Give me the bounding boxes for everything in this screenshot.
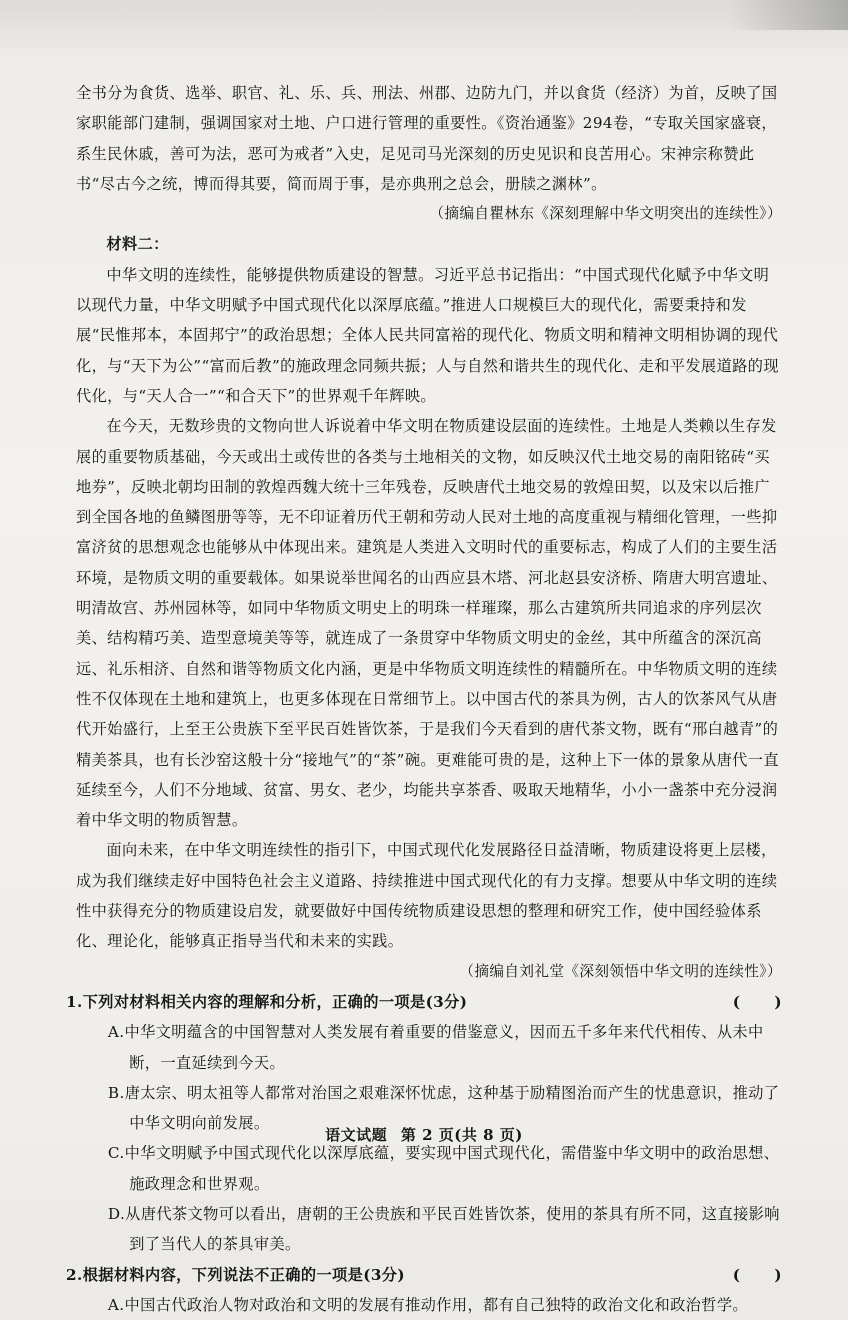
material-two-paragraph-3: 面向未来，在中华文明连续性的指引下，中国式现代化发展路径日益清晰，物质建设将更上层楼，成为我们继续走好中国特色社会主义道路、持续推进中国式现代化的有力支撑。想要从中华文明的连续性中获得充分的物质建设启发，就要做好中国传统物质建设思想的整理和研究工作，使中国经验体系化、理论化，能够真正指导当代和未来的实践。 (76, 841, 778, 951)
material-one-source: （摘编自瞿林东《深刻理解中华文明突出的连续性》） (429, 205, 782, 223)
scan-shadow-top (0, 0, 848, 60)
material-two-paragraph-1: 中华文明的连续性，能够提供物质建设的智慧。习近平总书记指出：“中国式现代化赋予中华文明以现代力量，中华文明赋予中国式现代化以深厚底蕴。”推进人口规模巨大的现代化，需要秉持和发展“民惟邦本，本固邦宁”的政治思想；全体人民共同富裕的现代化、物质文明和精神文明相协调的现代化，与“天下为公”“富而后教”的施政理念同频共振；人与自然和谐共生的现代化、走和平发展道路的现代化，与“天人合一”“和合天下”的世界观千年辉映。 (76, 265, 779, 405)
material-two-paragraph-2: 在今天，无数珍贵的文物向世人诉说着中华文明在物质建设层面的连续性。土地是人类赖以生存发展的重要物质基础，今天或出土或传世的各类与土地相关的文物，如反映汉代土地交易的南阳铭砖“买地券”，反映北朝均田制的敦煌西魏大统十三年残卷，反映唐代土地交易的敦煌田契，以及宋以后推广到全国各地的鱼鳞图册等等，无不印证着历代王朝和劳动人民对土地的高度重视与精细化管理，一些抑富济贫的思想观念也能够从中体现出来。建筑是人类进入文明时代的重要标志，构成了人们的主要生活环境，是物质文明的重要载体。如果说举世闻名的山西应县木塔、河北赵县安济桥、隋唐大明宫遗址、明清故宫、苏州园林等，如同中华物质文明史上的明珠一样璀璨，那么古建筑所共同追求的序列层次美、结构精巧美、造型意境美等等，就连成了一条贯穿中华物质文明史的金丝，其中所蕴含的深沉高远、礼乐相济、自然和谐等物质文化内涵，更是中华物质文明连续性的精髓所在。中华物质文明的连续性不仅体现在土地和建筑上，也更多体现在日常细节上。以中国古代的茶具为例，古人的饮茶风气从唐代开始盛行，上至王公贵族下至平民百姓皆饮茶，于是我们今天看到的唐代茶文物，既有“邢白越青”的精美茶具，也有长沙窑这般十分“接地气”的“茶”碗。更难能可贵的是，这种上下一体的景象从唐代一直延续至今，人们不分地域、贫富、男女、老少，均能共享茶香、吸取天地精华，小小一盏茶中充分浸润着中华文明的物质智慧。 (76, 417, 779, 830)
question-2-answer-blank[interactable]: ( ) (732, 1265, 782, 1284)
material-two-source: （摘编自刘礼堂《深刻领悟中华文明的连续性》） (459, 962, 782, 980)
scan-shadow-corner (728, 0, 848, 30)
page-footer (0, 1124, 848, 1145)
question-2-option-a: A.中国古代政治人物对政治和文明的发展有推动作用，都有自己独特的政治文化和政治哲学。 (107, 1295, 749, 1314)
question-1-option-a: A.中华文明蕴含的中国智慧对人类发展有着重要的借鉴意义，因而五千多年来代代相传、从未中断，一直延续到今天。 (107, 1023, 764, 1072)
footer-subject: 语文试题 (325, 1126, 388, 1144)
question-2-stem-row (66, 1260, 782, 1290)
question-1-option-d: D.从唐代茶文物可以看出，唐朝的王公贵族和平民百姓皆饮茶，使用的茶具有所不同，这直接影响到了当代人的茶具审美。 (107, 1204, 780, 1254)
footer-page-number: 第 2 页(共 8 页) (400, 1126, 523, 1144)
material-two-title: 材料二： (106, 235, 169, 254)
question-2-stem: 2.根据材料内容，下列说法不正确的一项是(3分) (66, 1265, 405, 1284)
question-1-option-c: C.中华文明赋予中国式现代化以深厚底蕴，要实现中国式现代化，需借鉴中华文明中的政治思想、施政理念和世界观。 (107, 1144, 780, 1193)
question-1-stem-row (66, 987, 782, 1017)
question-1-option-b: B.唐太宗、明太祖等人都常对治国之艰难深怀忧虑，这种基于励精图治而产生的忧患意识，推动了中华文明向前发展。 (107, 1083, 780, 1133)
material-one-paragraph: 全书分为食货、选举、职官、礼、乐、兵、刑法、州郡、边防九门，并以食货（经济）为首，反映了国家职能部门建制，强调国家对土地、户口进行管理的重要性。《资治通鉴》294卷，“专取关国家盛衰，系生民休戚，善可为法，恶可为戒者”入史，足见司马光深刻的历史见识和良苦用心。宋神宗称赞此书“尽古今之统，博而得其要，简而周于事，是亦典刑之总会，册牍之渊林”。 (76, 84, 778, 193)
question-1-stem: 1.下列对材料相关内容的理解和分析，正确的一项是(3分) (66, 992, 468, 1011)
question-1-answer-blank[interactable]: ( ) (732, 992, 782, 1011)
